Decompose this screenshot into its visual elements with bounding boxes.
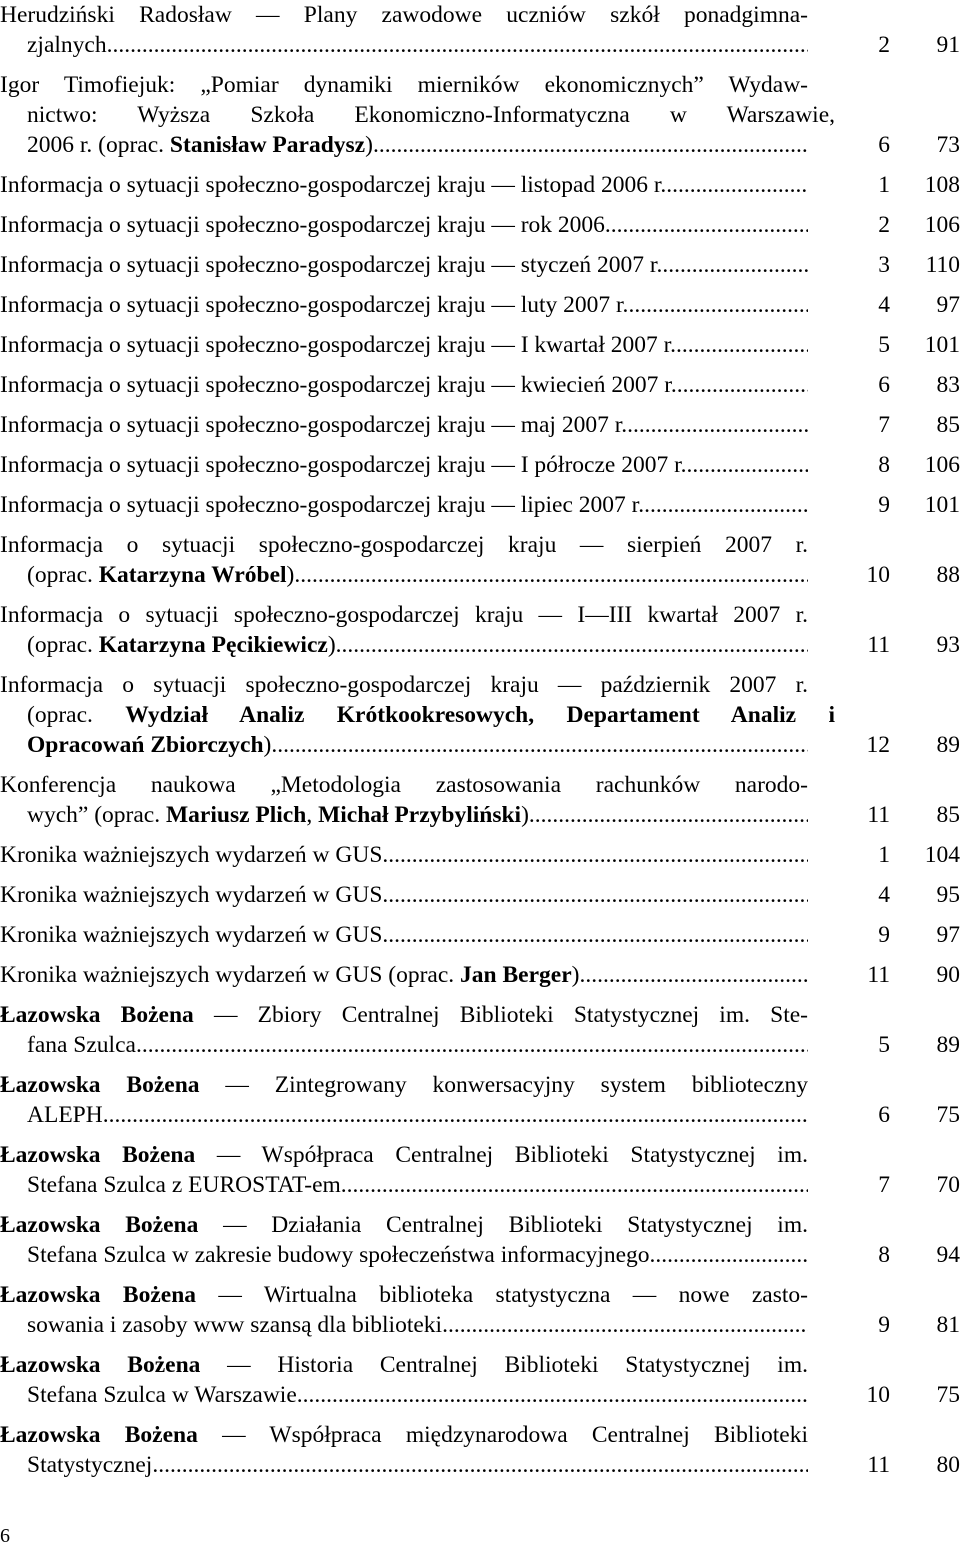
issue-number: 9 bbox=[878, 492, 890, 518]
entry-line bbox=[0, 670, 808, 700]
entry-text: Kronika ważniejszych wydarzeń w GUS bbox=[0, 842, 383, 868]
entry-editor: Opracowań Zbiorczych bbox=[27, 732, 264, 758]
page-ref: 108 bbox=[924, 172, 960, 198]
page-ref: 89 bbox=[936, 732, 960, 758]
entry-text: Kronika ważniejszych wydarzeń w GUS bbox=[0, 882, 383, 908]
entry-text: Stefana Szulca z EUROSTAT-em bbox=[27, 1172, 341, 1198]
index-entry bbox=[0, 770, 960, 830]
entry-last-line bbox=[0, 1030, 808, 1060]
dot-leader bbox=[686, 450, 808, 480]
entry-line bbox=[0, 530, 808, 560]
index-entry bbox=[0, 70, 960, 160]
entry-reference bbox=[808, 1380, 960, 1410]
entry-reference bbox=[808, 840, 960, 870]
entry-last-line bbox=[0, 800, 808, 830]
dot-leader bbox=[529, 800, 808, 830]
entry-line bbox=[0, 1140, 808, 1170]
page-ref: 101 bbox=[924, 492, 960, 518]
page-ref: 104 bbox=[924, 842, 960, 868]
entry-line bbox=[0, 700, 835, 730]
entry-text: ) bbox=[263, 732, 272, 758]
index-entry bbox=[0, 840, 960, 870]
entry-text: Informacja o sytuacji społeczno-gospodarczej kraju — I kwartał 2007 r. bbox=[0, 332, 677, 358]
entry-title bbox=[0, 490, 644, 520]
issue-number: 6 bbox=[878, 132, 890, 158]
entry-last-line bbox=[0, 490, 808, 520]
entry-author: Łazowska Bożena bbox=[0, 1352, 201, 1378]
entry-title bbox=[0, 330, 676, 360]
entry-text: Informacja o sytuacji społeczno-gospodarczej kraju — październik 2007 r. bbox=[0, 672, 808, 698]
entry-title bbox=[0, 450, 686, 480]
entry-line bbox=[0, 1350, 808, 1380]
entry-text: (oprac. bbox=[27, 562, 99, 588]
entry-text: — Współpraca Centralnej Biblioteki Statystycznej im. bbox=[195, 1142, 808, 1168]
issue-number: 5 bbox=[878, 1032, 890, 1058]
entry-text: Informacja o sytuacji społeczno-gospodarczej kraju — lipiec 2007 r. bbox=[0, 492, 645, 518]
index-entry bbox=[0, 880, 960, 910]
issue-number: 7 bbox=[878, 412, 890, 438]
entry-line bbox=[0, 770, 808, 800]
dot-leader bbox=[677, 370, 808, 400]
page-ref: 81 bbox=[936, 1312, 960, 1338]
entry-title bbox=[27, 1240, 650, 1270]
entry-text: Informacja o sytuacji społeczno-gospodarczej kraju — luty 2007 r. bbox=[0, 292, 629, 318]
issue-number: 10 bbox=[866, 562, 890, 588]
entry-reference bbox=[808, 450, 960, 480]
entry-last-line bbox=[0, 1240, 808, 1270]
entry-line bbox=[0, 1000, 808, 1030]
entry-last-line bbox=[0, 170, 808, 200]
entry-text: Informacja o sytuacji społeczno-gospodarczej kraju — maj 2007 r. bbox=[0, 412, 628, 438]
entry-line bbox=[0, 100, 835, 130]
index-entry bbox=[0, 1350, 960, 1410]
index-entry bbox=[0, 250, 960, 280]
dot-leader bbox=[650, 1240, 808, 1270]
entry-line bbox=[0, 70, 808, 100]
page-ref: 75 bbox=[936, 1102, 960, 1128]
entry-editor: Stanisław Paradysz bbox=[169, 132, 366, 158]
entry-author: Łazowska Bożena bbox=[0, 1422, 198, 1448]
dot-leader bbox=[341, 1170, 808, 1200]
index-entry bbox=[0, 1070, 960, 1130]
index-entry bbox=[0, 170, 960, 200]
page-ref: 75 bbox=[936, 1382, 960, 1408]
entry-reference bbox=[808, 1170, 960, 1200]
issue-number: 4 bbox=[878, 292, 890, 318]
issue-number: 7 bbox=[878, 1172, 890, 1198]
entry-reference bbox=[808, 370, 960, 400]
page-ref: 94 bbox=[936, 1242, 960, 1268]
entry-last-line bbox=[0, 880, 808, 910]
entry-text: , bbox=[306, 802, 319, 828]
page-ref: 80 bbox=[936, 1452, 960, 1478]
entry-reference bbox=[808, 410, 960, 440]
entry-text: Herudziński Radosław — Plany zawodowe uczniów szkół ponadgimna- bbox=[0, 2, 808, 28]
entry-last-line bbox=[0, 250, 808, 280]
entry-author: Łazowska Bożena bbox=[0, 1212, 199, 1238]
issue-number: 12 bbox=[866, 732, 890, 758]
index-entry bbox=[0, 0, 960, 60]
page-ref: 97 bbox=[936, 922, 960, 948]
entry-title bbox=[27, 1030, 136, 1060]
page-ref: 83 bbox=[936, 372, 960, 398]
entry-text: — Współpraca międzynarodowa Centralnej Biblioteki bbox=[197, 1422, 808, 1448]
entry-line bbox=[0, 1420, 808, 1450]
entry-reference bbox=[808, 960, 960, 990]
entry-title bbox=[0, 370, 677, 400]
page-ref: 88 bbox=[936, 562, 960, 588]
index-entry bbox=[0, 1210, 960, 1270]
entry-title bbox=[0, 410, 627, 440]
entry-line bbox=[0, 1280, 808, 1310]
dot-leader bbox=[382, 840, 808, 870]
entry-author: Łazowska Bożena bbox=[0, 1142, 196, 1168]
dot-leader bbox=[676, 330, 808, 360]
entry-reference bbox=[808, 130, 960, 160]
entry-reference bbox=[808, 250, 960, 280]
entry-title bbox=[27, 1100, 103, 1130]
entry-text: — Działania Centralnej Biblioteki Statystycznej im. bbox=[198, 1212, 808, 1238]
dot-leader bbox=[336, 630, 808, 660]
entry-editor: Jan Berger bbox=[460, 962, 572, 988]
entry-text: Stefana Szulca w Warszawie bbox=[27, 1382, 297, 1408]
page-ref: 85 bbox=[936, 802, 960, 828]
page-ref: 90 bbox=[936, 962, 960, 988]
entry-reference bbox=[808, 1030, 960, 1060]
page-ref: 110 bbox=[925, 252, 960, 278]
entry-text: — Zbiory Centralnej Biblioteki Statystycznej im. Ste- bbox=[193, 1002, 808, 1028]
entry-title bbox=[27, 560, 294, 590]
entry-title bbox=[27, 1310, 442, 1340]
dot-leader bbox=[627, 410, 808, 440]
entry-text: sowania i zasoby www szansą dla biblioteki bbox=[27, 1312, 443, 1338]
issue-number: 4 bbox=[878, 882, 890, 908]
entry-reference bbox=[808, 170, 960, 200]
entry-title bbox=[0, 840, 382, 870]
index-entry bbox=[0, 1420, 960, 1480]
issue-number: 1 bbox=[878, 842, 890, 868]
entry-title bbox=[0, 880, 382, 910]
page-ref: 93 bbox=[936, 632, 960, 658]
entry-title bbox=[0, 960, 579, 990]
dot-leader bbox=[373, 130, 808, 160]
entry-reference bbox=[808, 630, 960, 660]
issue-number: 6 bbox=[878, 1102, 890, 1128]
dot-leader bbox=[103, 1100, 808, 1130]
page-ref: 70 bbox=[936, 1172, 960, 1198]
entry-text: Informacja o sytuacji społeczno-gospodarczej kraju — I—III kwartał 2007 r. bbox=[0, 602, 808, 628]
entry-text: ) bbox=[365, 132, 373, 158]
entry-last-line bbox=[0, 410, 808, 440]
entry-text: Kronika ważniejszych wydarzeń w GUS bbox=[0, 922, 383, 948]
entry-last-line bbox=[0, 1100, 808, 1130]
entry-last-line bbox=[0, 210, 808, 240]
entry-title bbox=[0, 250, 662, 280]
entry-reference bbox=[808, 490, 960, 520]
entry-reference bbox=[808, 290, 960, 320]
issue-number: 9 bbox=[878, 922, 890, 948]
entry-text: zjalnych bbox=[27, 32, 107, 58]
index-entry bbox=[0, 1280, 960, 1340]
entry-last-line bbox=[0, 960, 808, 990]
entry-editor: Katarzyna Wróbel bbox=[98, 562, 287, 588]
entry-text: Igor Timofiejuk: „Pomiar dynamiki mierników ekonomicznych” Wydaw- bbox=[0, 72, 808, 98]
dot-leader bbox=[271, 730, 808, 760]
page-ref: 97 bbox=[936, 292, 960, 318]
entry-text: Informacja o sytuacji społeczno-gospodarczej kraju — styczeń 2007 r. bbox=[0, 252, 663, 278]
entry-last-line bbox=[0, 330, 808, 360]
entry-text: ALEPH bbox=[27, 1102, 103, 1128]
entry-line bbox=[0, 1070, 808, 1100]
issue-number: 10 bbox=[866, 1382, 890, 1408]
entry-editor: Katarzyna Pęcikiewicz bbox=[98, 632, 328, 658]
entry-last-line bbox=[0, 30, 808, 60]
entry-text: Informacja o sytuacji społeczno-gospodarczej kraju — I półrocze 2007 r. bbox=[0, 452, 687, 478]
entry-text: 2006 r. (oprac. bbox=[27, 132, 170, 158]
dot-leader bbox=[136, 1030, 808, 1060]
issue-number: 3 bbox=[878, 252, 890, 278]
entry-text: ) bbox=[571, 962, 580, 988]
entry-last-line bbox=[0, 370, 808, 400]
entry-title bbox=[0, 210, 605, 240]
dot-leader bbox=[644, 490, 808, 520]
entry-text: Informacja o sytuacji społeczno-gospodarczej kraju — sierpień 2007 r. bbox=[0, 532, 808, 558]
dot-leader bbox=[605, 210, 808, 240]
entry-text: fana Szulca bbox=[27, 1032, 136, 1058]
issue-number: 2 bbox=[878, 212, 890, 238]
entry-text: ) bbox=[327, 632, 336, 658]
issue-number: 11 bbox=[867, 632, 890, 658]
entry-last-line bbox=[0, 450, 808, 480]
dot-leader bbox=[107, 30, 808, 60]
index-entry bbox=[0, 370, 960, 400]
entry-title bbox=[0, 290, 628, 320]
dot-leader bbox=[297, 1380, 808, 1410]
entry-title bbox=[0, 170, 666, 200]
entry-reference bbox=[808, 30, 960, 60]
entry-text: Informacja o sytuacji społeczno-gospodarczej kraju — rok 2006 bbox=[0, 212, 605, 238]
index-entry bbox=[0, 530, 960, 590]
dot-leader bbox=[294, 560, 808, 590]
entry-author: Łazowska Bożena bbox=[0, 1002, 194, 1028]
dot-leader bbox=[442, 1310, 808, 1340]
issue-number: 11 bbox=[867, 962, 890, 988]
entry-text: — Zintegrowany konwersacyjny system biblioteczny bbox=[199, 1072, 808, 1098]
index-entry bbox=[0, 450, 960, 480]
entry-last-line bbox=[0, 630, 808, 660]
entry-editor: Michał Przybyliński bbox=[318, 802, 522, 828]
entry-reference bbox=[808, 1100, 960, 1130]
entry-reference bbox=[808, 1240, 960, 1270]
entry-line bbox=[0, 0, 808, 30]
entry-bold: Wydział Analiz Krótkookresowych, Departament Analiz i bbox=[125, 702, 835, 728]
page-ref: 101 bbox=[924, 332, 960, 358]
index-entry bbox=[0, 920, 960, 950]
entry-reference bbox=[808, 730, 960, 760]
entry-text: — Historia Centralnej Biblioteki Statystycznej im. bbox=[200, 1352, 808, 1378]
entry-line bbox=[0, 600, 808, 630]
entry-title bbox=[27, 1380, 297, 1410]
dot-leader bbox=[662, 250, 808, 280]
entry-text: (oprac. bbox=[27, 702, 126, 728]
index-entry bbox=[0, 410, 960, 440]
index-entry bbox=[0, 600, 960, 660]
entry-last-line bbox=[0, 290, 808, 320]
entry-last-line bbox=[0, 130, 808, 160]
issue-number: 6 bbox=[878, 372, 890, 398]
entry-text: (oprac. bbox=[27, 632, 99, 658]
page-number: 6 bbox=[0, 1525, 10, 1547]
page-ref: 73 bbox=[936, 132, 960, 158]
entry-last-line bbox=[0, 560, 808, 590]
entry-last-line bbox=[0, 1310, 808, 1340]
page-ref: 85 bbox=[936, 412, 960, 438]
issue-number: 8 bbox=[878, 452, 890, 478]
entry-last-line bbox=[0, 1450, 808, 1480]
index-entry bbox=[0, 210, 960, 240]
index-entry bbox=[0, 490, 960, 520]
dot-leader bbox=[382, 920, 808, 950]
index-entry bbox=[0, 960, 960, 990]
entry-text: Stefana Szulca w zakresie budowy społeczeństwa informacyjnego bbox=[27, 1242, 650, 1268]
entry-title bbox=[27, 30, 107, 60]
index-entry bbox=[0, 330, 960, 360]
entry-title bbox=[27, 730, 271, 760]
entry-text: Kronika ważniejszych wydarzeń w GUS (oprac. bbox=[0, 962, 461, 988]
entry-title bbox=[0, 920, 382, 950]
page-ref: 91 bbox=[936, 32, 960, 58]
dot-leader bbox=[382, 880, 808, 910]
issue-number: 1 bbox=[878, 172, 890, 198]
entry-text: wych” (oprac. bbox=[27, 802, 166, 828]
entry-title bbox=[27, 130, 373, 160]
page-ref: 106 bbox=[924, 452, 960, 478]
entry-reference bbox=[808, 330, 960, 360]
entry-text: Informacja o sytuacji społeczno-gospodarczej kraju — listopad 2006 r. bbox=[0, 172, 667, 198]
index-entry bbox=[0, 670, 960, 760]
issue-number: 8 bbox=[878, 1242, 890, 1268]
entry-author: Łazowska Bożena bbox=[0, 1282, 197, 1308]
entry-reference bbox=[808, 880, 960, 910]
entry-text: Statystycznej bbox=[27, 1452, 153, 1478]
entry-last-line bbox=[0, 1170, 808, 1200]
entry-last-line bbox=[0, 920, 808, 950]
entry-reference bbox=[808, 210, 960, 240]
index-entry bbox=[0, 1140, 960, 1200]
page-ref: 95 bbox=[936, 882, 960, 908]
issue-number: 5 bbox=[878, 332, 890, 358]
entry-title bbox=[27, 800, 529, 830]
entry-reference bbox=[808, 1450, 960, 1480]
entry-title bbox=[27, 630, 336, 660]
entry-text: ) bbox=[286, 562, 295, 588]
entry-reference bbox=[808, 800, 960, 830]
entry-title bbox=[27, 1170, 341, 1200]
issue-number: 11 bbox=[867, 802, 890, 828]
issue-number: 11 bbox=[867, 1452, 890, 1478]
entry-line bbox=[0, 1210, 808, 1240]
entry-reference bbox=[808, 920, 960, 950]
entry-text: — Wirtualna biblioteka statystyczna — nowe zasto- bbox=[196, 1282, 808, 1308]
dot-leader bbox=[579, 960, 808, 990]
issue-number: 2 bbox=[878, 32, 890, 58]
dot-leader bbox=[666, 170, 808, 200]
page-ref: 106 bbox=[924, 212, 960, 238]
entry-reference bbox=[808, 560, 960, 590]
index-entry bbox=[0, 290, 960, 320]
index-entry bbox=[0, 1000, 960, 1060]
entry-text: ) bbox=[521, 802, 529, 828]
entry-last-line bbox=[0, 840, 808, 870]
entry-text: Konferencja naukowa „Metodologia zastosowania rachunków narodo- bbox=[0, 772, 808, 798]
entry-editor: Mariusz Plich bbox=[165, 802, 307, 828]
page-ref: 89 bbox=[936, 1032, 960, 1058]
entry-reference bbox=[808, 1310, 960, 1340]
entry-text: nictwo: Wyższa Szkoła Ekonomiczno-Informatyczna w Warszawie, bbox=[27, 102, 835, 128]
entry-author: Łazowska Bożena bbox=[0, 1072, 200, 1098]
entry-text: Informacja o sytuacji społeczno-gospodarczej kraju — kwiecień 2007 r. bbox=[0, 372, 677, 398]
dot-leader bbox=[152, 1450, 808, 1480]
issue-number: 9 bbox=[878, 1312, 890, 1338]
entry-last-line bbox=[0, 1380, 808, 1410]
entry-last-line bbox=[0, 730, 808, 760]
dot-leader bbox=[628, 290, 808, 320]
entry-title bbox=[27, 1450, 152, 1480]
